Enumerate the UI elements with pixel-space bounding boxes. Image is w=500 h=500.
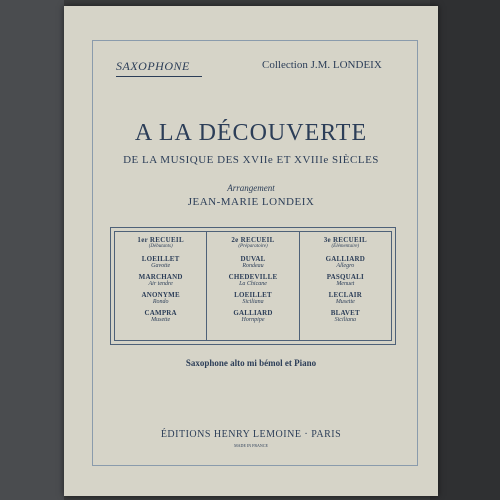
- list-item: [115, 255, 206, 270]
- list-item: [207, 309, 298, 324]
- list-item: [207, 255, 298, 270]
- work: Hornpipe: [241, 317, 265, 323]
- work: Allegro: [336, 263, 355, 269]
- instrumentation: Saxophone alto mi bémol et Piano: [185, 358, 317, 368]
- work: Rondo: [152, 299, 169, 305]
- composer: PASQUALI: [326, 273, 364, 281]
- main-title: A LA DÉCOUVERTE: [134, 120, 368, 146]
- work: Air tendre: [148, 281, 173, 287]
- composer: ANONYME: [141, 291, 180, 299]
- composer: LOEILLET: [141, 255, 180, 263]
- list-item: [207, 273, 298, 288]
- volume-level: (Élémentaire): [331, 244, 360, 249]
- sheet-music-cover: [64, 6, 438, 496]
- list-item: [300, 309, 391, 324]
- list-item: [300, 291, 391, 306]
- work: Musette: [335, 299, 355, 305]
- work: Gavotte: [151, 263, 171, 269]
- composer: CHEDEVILLE: [228, 273, 278, 281]
- work: La Chicane: [239, 281, 267, 287]
- list-item: [300, 255, 391, 270]
- arranger-name: JEAN-MARIE LONDEIX: [187, 196, 315, 208]
- publisher: ÉDITIONS HENRY LEMOINE · PARIS: [160, 429, 342, 440]
- composer: BLAVET: [330, 309, 360, 317]
- volume-title: 2e RECUEIL: [231, 236, 275, 244]
- made-in-label: MADE IN FRANCE: [234, 443, 268, 448]
- volume-level: (Débutants): [148, 244, 173, 249]
- background-left: [0, 0, 64, 500]
- volume-2: [206, 232, 298, 340]
- work: Musette: [151, 317, 171, 323]
- list-item: [115, 291, 206, 306]
- volume-title: 3e RECUEIL: [323, 236, 367, 244]
- composer: CAMPRA: [144, 309, 177, 317]
- composer: MARCHAND: [138, 273, 183, 281]
- list-item: [115, 309, 206, 324]
- composer: DUVAL: [240, 255, 266, 263]
- volume-level: (Préparatoire): [238, 244, 268, 249]
- work: Siciliana: [334, 317, 356, 323]
- arrangement-label: Arrangement: [227, 183, 275, 193]
- composer: GALLIARD: [233, 309, 273, 317]
- collection-label: Collection J.M. LONDEIX: [262, 59, 382, 71]
- list-item: [300, 273, 391, 288]
- composer: LECLAIR: [328, 291, 362, 299]
- work: Siciliana: [242, 299, 264, 305]
- contents-inner: [114, 231, 392, 341]
- volume-title: 1er RECUEIL: [137, 236, 184, 244]
- subtitle: DE LA MUSIQUE DES XVIIe ET XVIIIe SIÈCLES: [123, 154, 379, 166]
- list-item: [207, 291, 298, 306]
- work: Menuet: [336, 281, 355, 287]
- contents-box: [110, 227, 396, 345]
- instrument-underline: [116, 76, 202, 77]
- composer: GALLIARD: [325, 255, 365, 263]
- volume-3: [299, 232, 391, 340]
- work: Rondeau: [242, 263, 264, 269]
- background-right: [430, 0, 500, 500]
- instrument-label: SAXOPHONE: [116, 59, 190, 73]
- composer: LOEILLET: [234, 291, 272, 299]
- volume-1: [115, 232, 206, 340]
- list-item: [115, 273, 206, 288]
